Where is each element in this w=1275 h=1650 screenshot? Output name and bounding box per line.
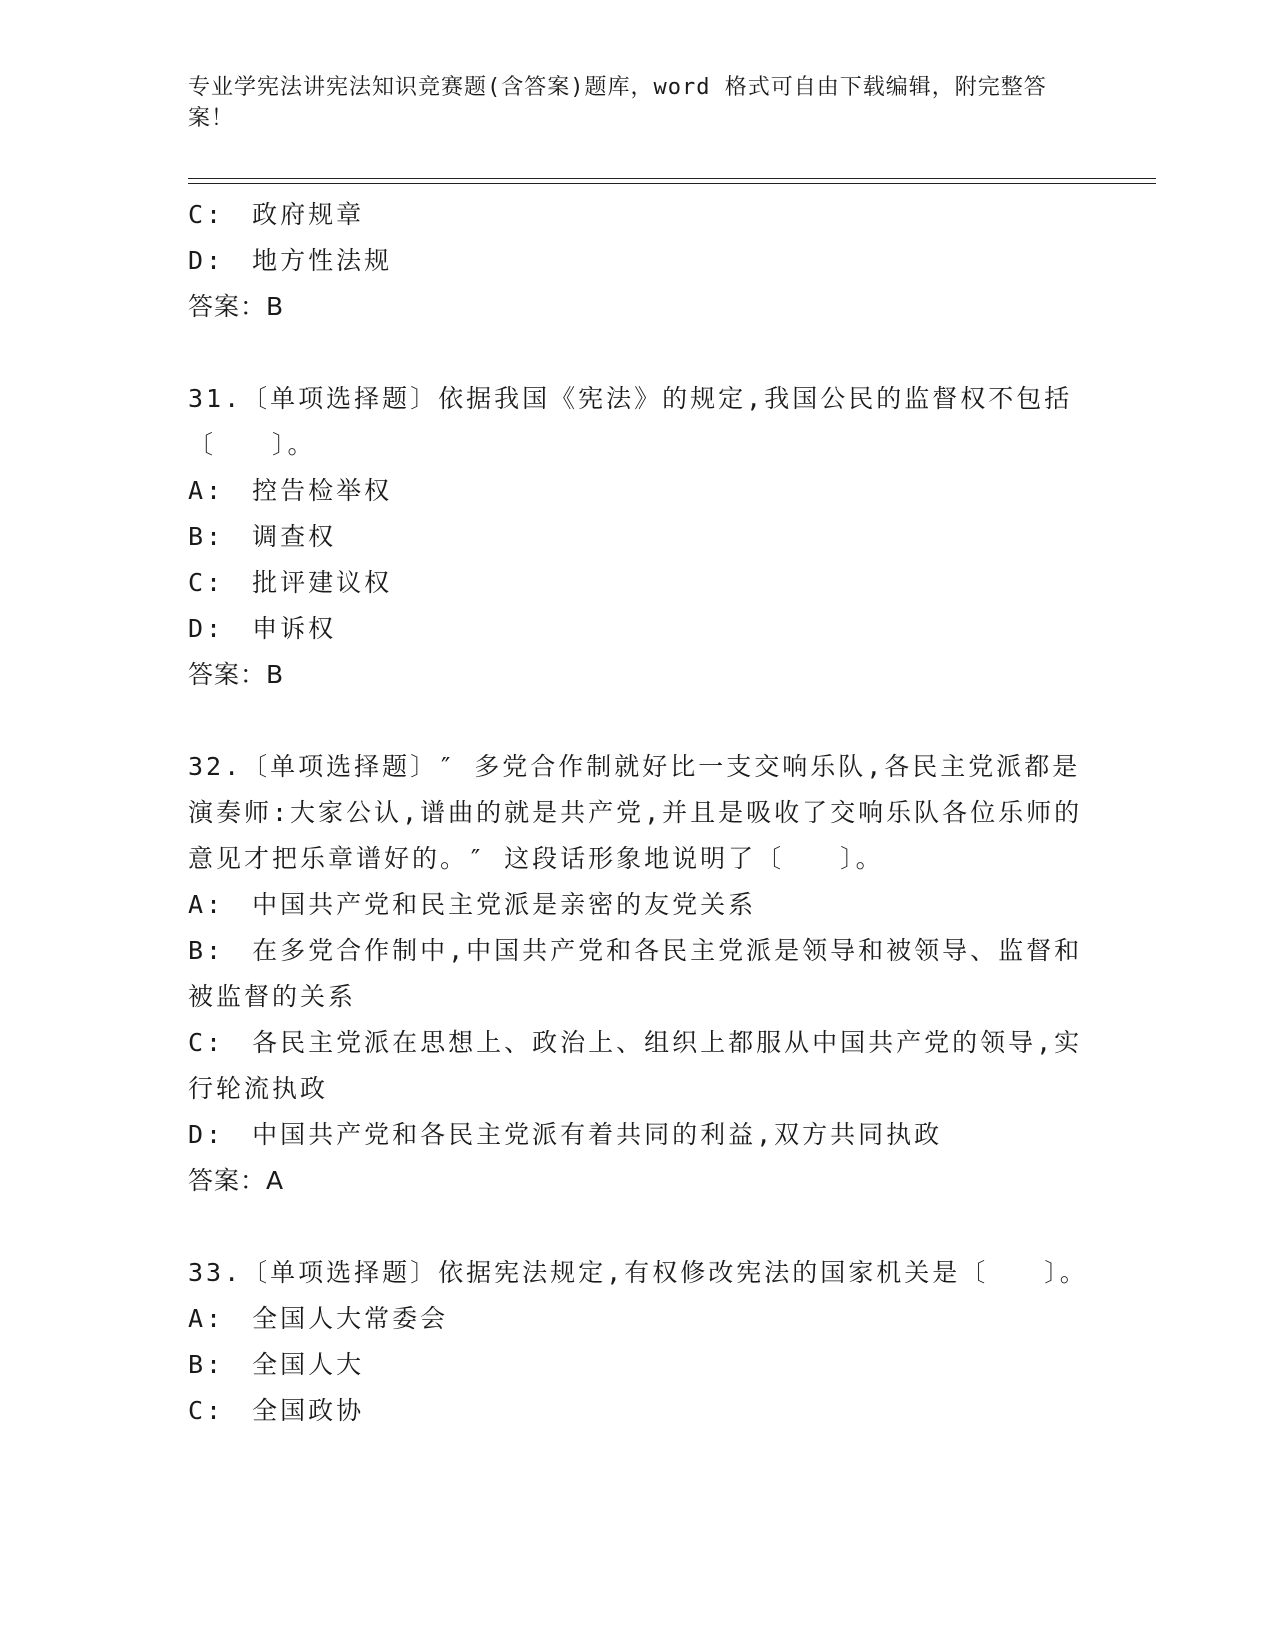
question-text: 33.〔单项选择题〕依据宪法规定,有权修改宪法的国家机关是〔 〕。 — [188, 1258, 1088, 1287]
page-header — [188, 72, 1088, 134]
option-d: D: 中国共产党和各民主党派有着共同的利益,双方共同执政 — [188, 1120, 943, 1149]
option-a: A: 中国共产党和民主党派是亲密的友党关系 — [188, 890, 757, 919]
option-c: C: 批评建议权 — [188, 568, 393, 597]
option-d: D: 地方性法规 — [188, 246, 393, 275]
answer-line: 答案：A — [188, 1166, 285, 1195]
option-a: A: 控告检举权 — [188, 476, 393, 505]
option-c: C: 政府规章 — [188, 200, 365, 229]
option-b: B: 全国人大 — [188, 1350, 365, 1379]
question-31 — [188, 376, 1088, 698]
header-text: 专业学宪法讲宪法知识竞赛题(含答案)题库，word 格式可自由下载编辑，附完整答案！ — [188, 75, 1047, 131]
option-b: B: 调查权 — [188, 522, 337, 551]
answer-line: 答案：B — [188, 292, 285, 321]
question-text: 32.〔单项选择题〕″ 多党合作制就好比一支交响乐队,各民主党派都是演奏师:大家公认,谱曲的就是共产党,并且是吸收了交响乐队各位乐师的意见才把乐章谱好的。″ 这段话形象地说明了〔 〕。 — [188, 752, 1083, 873]
header-rule-top — [188, 178, 1156, 179]
question-32 — [188, 744, 1088, 1204]
option-d: D: 申诉权 — [188, 614, 337, 643]
option-b: B: 在多党合作制中,中国共产党和各民主党派是领导和被领导、监督和被监督的关系 — [188, 936, 1083, 1011]
question-text: 31.〔单项选择题〕依据我国《宪法》的规定,我国公民的监督权不包括〔 〕。 — [188, 384, 1073, 459]
carryover-block — [188, 192, 1088, 330]
answer-line: 答案：B — [188, 660, 285, 689]
option-a: A: 全国人大常委会 — [188, 1304, 449, 1333]
question-33 — [188, 1250, 1088, 1434]
document-body — [188, 192, 1088, 1434]
option-c: C: 各民主党派在思想上、政治上、组织上都服从中国共产党的领导,实行轮流执政 — [188, 1028, 1083, 1103]
header-rule-bottom — [188, 183, 1156, 184]
option-c: C: 全国政协 — [188, 1396, 365, 1425]
